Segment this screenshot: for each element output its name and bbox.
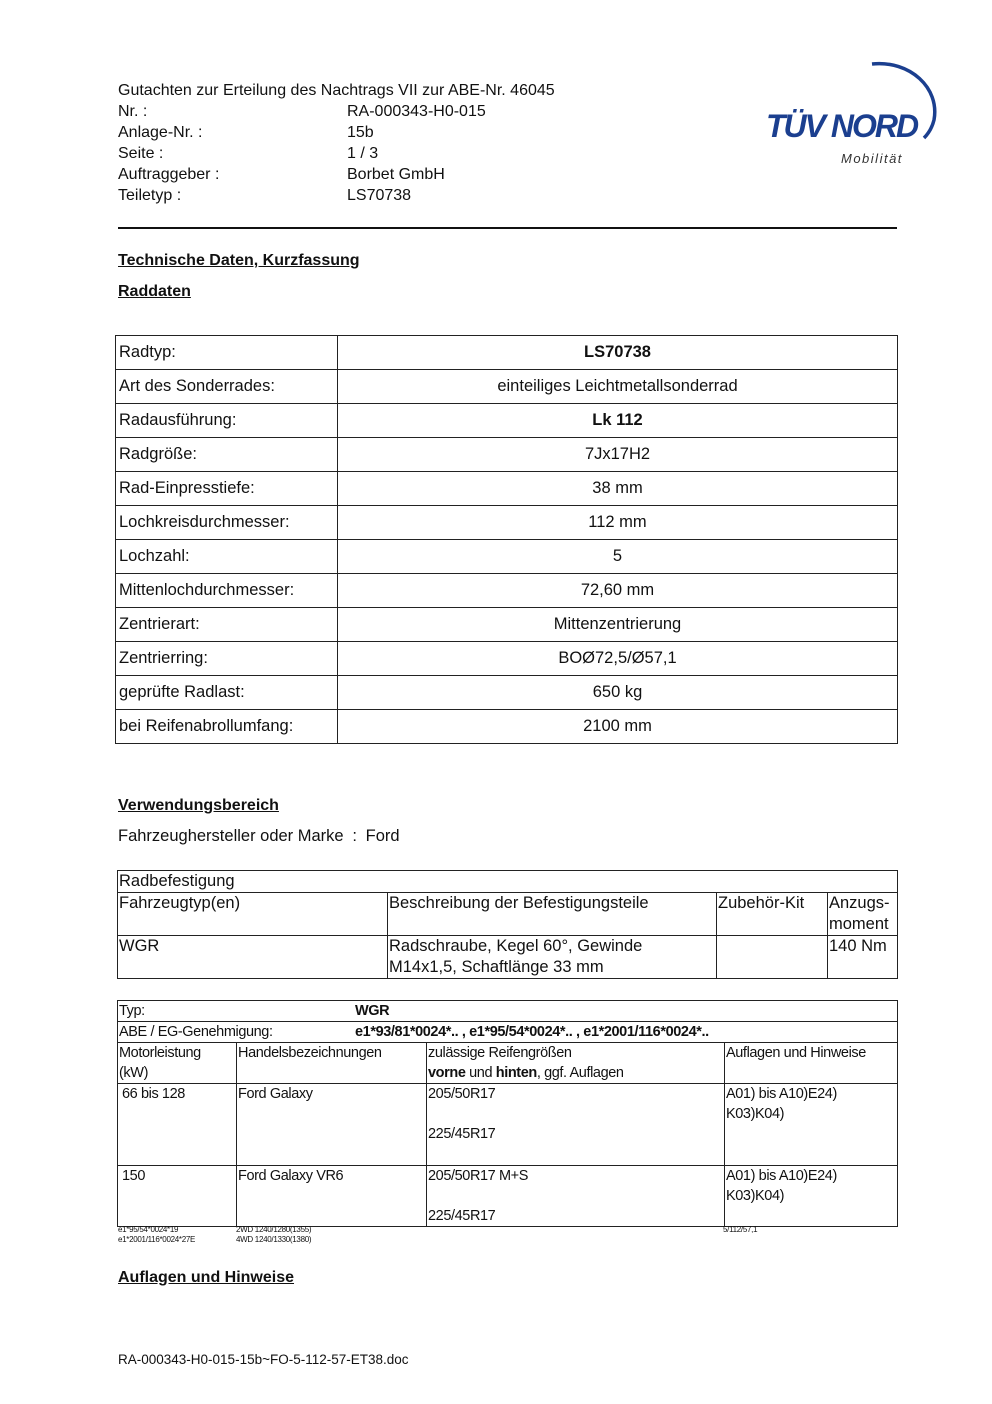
section-notes: Auflagen und Hinweise [118, 1269, 295, 1286]
table-row: 66 bis 128 Ford Galaxy 205/50R17 225/45R17 A01) bis A10)E24) K03)K04) [118, 1084, 898, 1166]
table-row: WGR Radschraube, Kegel 60°, Gewinde M14x1,5, Schaftlänge 33 mm 140 Nm [118, 936, 898, 979]
table-row: Zentrierart: Mittenzentrierung [116, 608, 898, 642]
wheel-fixing-table [117, 870, 898, 979]
table-row: Radausführung: Lk 112 [116, 404, 898, 438]
table-row: Radtyp: LS70738 [116, 336, 898, 370]
table-row: Typ: WGR [118, 1001, 898, 1022]
vehicle-table [117, 1000, 898, 1227]
manufacturer-line: Fahrzeughersteller oder Marke : Ford [118, 827, 400, 845]
header-row-teiletyp: Teiletyp : LS70738 [118, 187, 412, 204]
table-row: Art des Sonderrades: einteiliges Leichtmetallsonderrad [116, 370, 898, 404]
logo-brand: TÜV NORD [766, 108, 918, 144]
logo-tagline: Mobilität [841, 151, 903, 166]
table-row: Fahrzeugtyp(en) Beschreibung der Befestigungsteile Zubehör-Kit Anzugs- moment [118, 893, 898, 936]
section-wheel: Raddaten [118, 283, 191, 300]
table-row: geprüfte Radlast: 650 kg [116, 676, 898, 710]
table-row: bei Reifenabrollumfang: 2100 mm [116, 710, 898, 744]
section-technical: Technische Daten, Kurzfassung [118, 252, 360, 269]
footer-filename: RA-000343-H0-015-15b~FO-5-112-57-ET38.doc [118, 1352, 409, 1367]
table-row: Radbefestigung [118, 871, 898, 893]
header-row-nr: Nr. : RA-000343-H0-015 [118, 103, 486, 120]
table-row: ABE / EG-Genehmigung: e1*93/81*0024*.. , e1*95/54*0024*.. , e1*2001/116*0024*.. [118, 1022, 898, 1043]
table-row: Radgröße: 7Jx17H2 [116, 438, 898, 472]
section-usage: Verwendungsbereich [118, 797, 279, 814]
wheel-data-table [115, 335, 898, 744]
document-title: Gutachten zur Erteilung des Nachtrags VII zur ABE-Nr. 46045 [118, 82, 555, 99]
footnote-axle-loads: 2WD 1240/1280(1355) 4WD 1240/1330(1380) [236, 1225, 312, 1244]
footnote-approval: e1*95/54*0024*19 e1*2001/116*0024*27E [118, 1225, 196, 1244]
document-header [118, 80, 555, 206]
table-row: 150 Ford Galaxy VR6 205/50R17 M+S 225/45R17 A01) bis A10)E24) K03)K04) [118, 1166, 898, 1227]
table-row: Rad-Einpresstiefe: 38 mm [116, 472, 898, 506]
header-row-anlage: Anlage-Nr. : 15b [118, 124, 374, 141]
footnote-bolt-pattern: 5/112/57,1 [723, 1225, 758, 1234]
table-row: Lochkreisdurchmesser: 112 mm [116, 506, 898, 540]
table-row: Motorleistung (kW) Handelsbezeichnungen zulässige Reifengrößen vorne und hinten, ggf. Auflagen Auflagen und Hinweise [118, 1043, 898, 1084]
table-row: Mittenlochdurchmesser: 72,60 mm [116, 574, 898, 608]
tuev-nord-logo [760, 58, 940, 173]
table-row: Zentrierring: BOØ72,5/Ø57,1 [116, 642, 898, 676]
table-row: Lochzahl: 5 [116, 540, 898, 574]
header-row-auftraggeber: Auftraggeber : Borbet GmbH [118, 166, 445, 183]
manufacturer-value: Ford [365, 827, 400, 845]
header-row-seite: Seite : 1 / 3 [118, 145, 379, 162]
manufacturer-label: Fahrzeughersteller oder Marke [118, 827, 344, 845]
header-divider [118, 227, 897, 229]
